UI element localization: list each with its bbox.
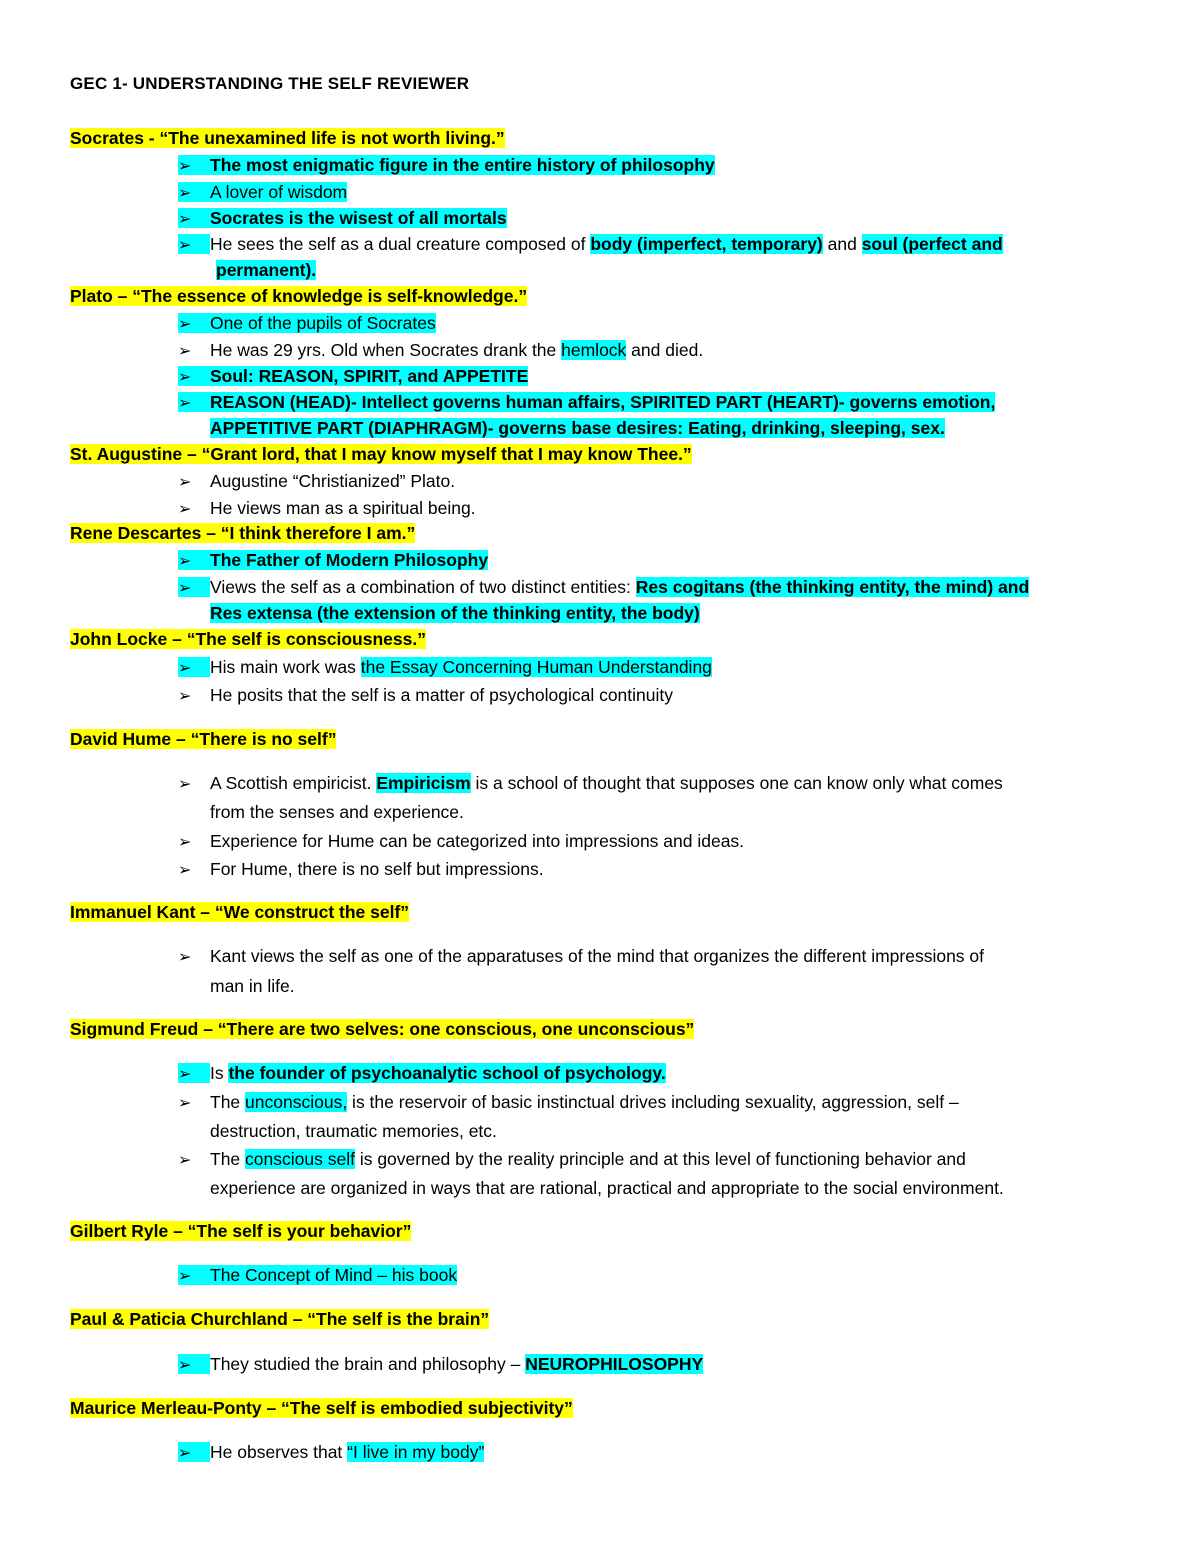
bullet-arrow-icon: ➢ xyxy=(178,1445,192,1462)
bullet-arrow-icon: ➢ xyxy=(178,158,192,175)
list-item: ➢ A lover of wisdom xyxy=(178,180,347,206)
hume-heading: David Hume – “There is no self” xyxy=(70,729,337,749)
bullet-arrow-icon: ➢ xyxy=(178,343,192,360)
descartes-heading: Rene Descartes – “I think therefore I am.” xyxy=(70,523,416,543)
bullet-arrow-icon: ➢ xyxy=(178,1357,192,1374)
bullet-arrow-icon: ➢ xyxy=(178,834,192,851)
bullet-arrow-icon: ➢ xyxy=(178,501,192,518)
locke-heading: John Locke – “The self is consciousness.” xyxy=(70,629,426,649)
list-item: ➢ He observes that “I live in my body” xyxy=(178,1440,484,1466)
plato-heading: Plato – “The essence of knowledge is self-knowledge.” xyxy=(70,286,528,306)
list-item: ➢ Soul: REASON, SPIRIT, and APPETITE xyxy=(178,364,528,390)
bullet-arrow-icon: ➢ xyxy=(178,316,192,333)
list-item: ➢ The conscious self is governed by the reality principle and at this level of functioning behavior and xyxy=(178,1147,966,1173)
list-item: ➢ One of the pupils of Socrates xyxy=(178,311,436,337)
page-title: GEC 1- UNDERSTANDING THE SELF REVIEWER xyxy=(70,74,470,93)
list-item: ➢ He views man as a spiritual being. xyxy=(178,496,476,522)
kant-heading: Immanuel Kant – “We construct the self” xyxy=(70,902,410,922)
bullet-arrow-icon: ➢ xyxy=(178,949,192,966)
bullet-arrow-icon: ➢ xyxy=(178,1066,192,1083)
list-item: ➢ Augustine “Christianized” Plato. xyxy=(178,469,455,495)
bullet-arrow-icon: ➢ xyxy=(178,580,192,597)
list-item-continuation: destruction, traumatic memories, etc. xyxy=(210,1121,497,1141)
list-item: ➢ Views the self as a combination of two distinct entities: Res cogitans (the thinking entity, the mind) and xyxy=(178,575,1029,601)
bullet-arrow-icon: ➢ xyxy=(178,1152,192,1169)
list-item: ➢ He sees the self as a dual creature composed of body (imperfect, temporary) and soul (perfect and xyxy=(178,232,1003,258)
list-item-continuation: Res extensa (the extension of the thinking entity, the body) xyxy=(210,603,700,623)
bullet-arrow-icon: ➢ xyxy=(178,862,192,879)
bullet-arrow-icon: ➢ xyxy=(178,553,192,570)
list-item-continuation: experience are organized in ways that are rational, practical and appropriate to the social environment. xyxy=(210,1178,1004,1198)
list-item: ➢ For Hume, there is no self but impressions. xyxy=(178,857,544,883)
list-item: ➢ The unconscious, is the reservoir of basic instinctual drives including sexuality, aggression, self – xyxy=(178,1090,959,1116)
list-item: ➢ His main work was the Essay Concerning Human Understanding xyxy=(178,655,712,681)
list-item: ➢ He was 29 yrs. Old when Socrates drank the hemlock and died. xyxy=(178,338,703,364)
freud-heading: Sigmund Freud – “There are two selves: one conscious, one unconscious” xyxy=(70,1019,695,1039)
list-item-continuation: from the senses and experience. xyxy=(210,802,464,822)
list-item: ➢ The Concept of Mind – his book xyxy=(178,1263,457,1289)
list-item: ➢ Is the founder of psychoanalytic school of psychology. xyxy=(178,1061,666,1087)
bullet-arrow-icon: ➢ xyxy=(178,660,192,677)
list-item: ➢ He posits that the self is a matter of psychological continuity xyxy=(178,683,673,709)
list-item: ➢ Experience for Hume can be categorized into impressions and ideas. xyxy=(178,829,744,855)
bullet-arrow-icon: ➢ xyxy=(178,185,192,202)
list-item-continuation: man in life. xyxy=(210,976,295,996)
socrates-heading: Socrates - “The unexamined life is not worth living.” xyxy=(70,128,505,148)
bullet-arrow-icon: ➢ xyxy=(178,474,192,491)
bullet-arrow-icon: ➢ xyxy=(178,237,192,254)
list-item: ➢ REASON (HEAD)- Intellect governs human affairs, SPIRITED PART (HEART)- governs emotion, xyxy=(178,390,995,416)
merleau-ponty-heading: Maurice Merleau-Ponty – “The self is embodied subjectivity” xyxy=(70,1398,573,1418)
list-item: ➢ A Scottish empiricist. Empiricism is a school of thought that supposes one can know only what comes xyxy=(178,771,1003,797)
bullet-arrow-icon: ➢ xyxy=(178,688,192,705)
bullet-arrow-icon: ➢ xyxy=(178,1095,192,1112)
list-item: ➢ The most enigmatic figure in the entire history of philosophy xyxy=(178,153,715,179)
bullet-arrow-icon: ➢ xyxy=(178,211,192,228)
list-item-continuation: permanent). xyxy=(216,260,317,280)
augustine-heading: St. Augustine – “Grant lord, that I may know myself that I may know Thee.” xyxy=(70,444,692,464)
list-item: ➢ Kant views the self as one of the apparatuses of the mind that organizes the different impressions of xyxy=(178,944,984,970)
bullet-arrow-icon: ➢ xyxy=(178,369,192,386)
list-item: ➢ They studied the brain and philosophy – NEUROPHILOSOPHY xyxy=(178,1352,703,1378)
list-item: ➢ The Father of Modern Philosophy xyxy=(178,548,488,574)
ryle-heading: Gilbert Ryle – “The self is your behavior” xyxy=(70,1221,412,1241)
bullet-arrow-icon: ➢ xyxy=(178,776,192,793)
list-item: ➢ Socrates is the wisest of all mortals xyxy=(178,206,507,232)
bullet-arrow-icon: ➢ xyxy=(178,395,192,412)
list-item-continuation: APPETITIVE PART (DIAPHRAGM)- governs base desires: Eating, drinking, sleeping, sex. xyxy=(210,418,945,438)
bullet-arrow-icon: ➢ xyxy=(178,1268,192,1285)
churchland-heading: Paul & Paticia Churchland – “The self is the brain” xyxy=(70,1309,490,1329)
